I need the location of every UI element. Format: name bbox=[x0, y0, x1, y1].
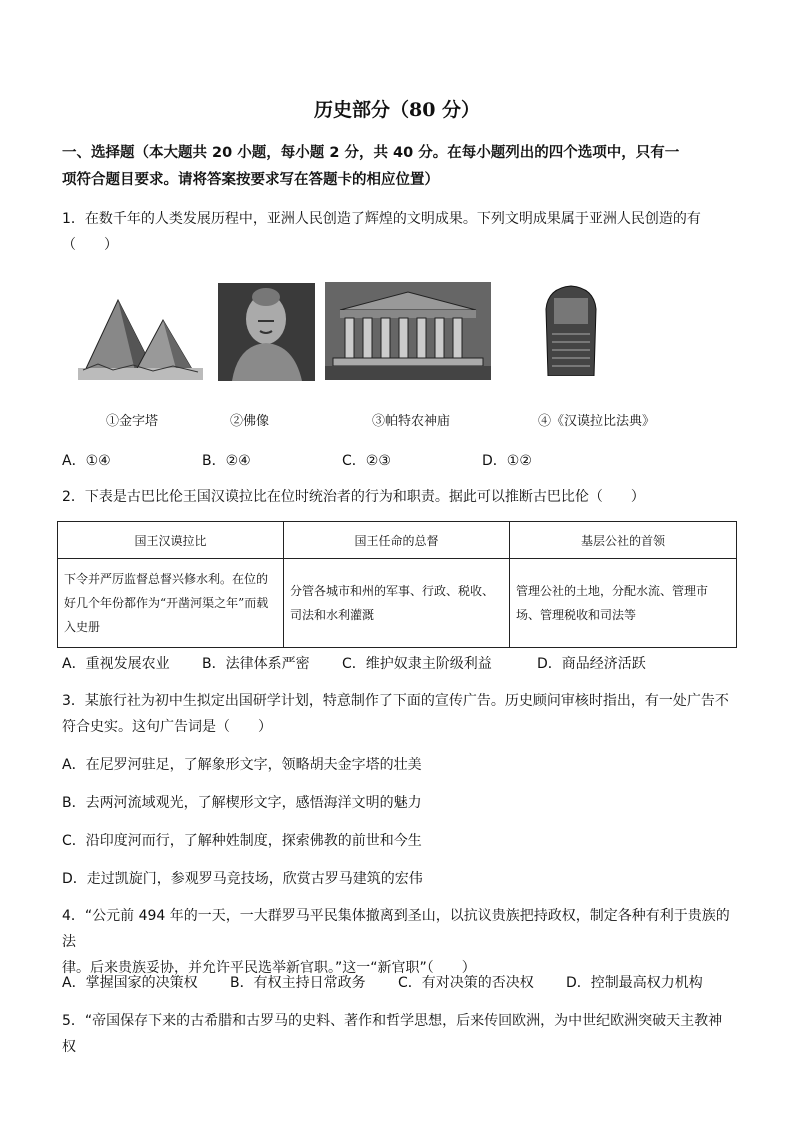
question-3-option-d[interactable]: D．走过凯旋门，参观罗马竞技场，欣赏古罗马建筑的宏伟 bbox=[62, 871, 423, 887]
caption-pyramid: ①金字塔 bbox=[106, 414, 159, 429]
question-2-stem: 2．下表是古巴比伦王国汉谟拉比在位时统治者的行为和职责。据此可以推断古巴比伦（ ） bbox=[62, 489, 645, 505]
section-heading-line-1: 一、选择题（本大题共 20 小题，每小题 2 分，共 40 分。在每小题列出的四个选项中，只有一 bbox=[62, 145, 680, 161]
option-d[interactable]: D．①② bbox=[482, 453, 532, 469]
caption-hammurabi-code: ④《汉谟拉比法典》 bbox=[538, 414, 656, 429]
question-4-stem bbox=[62, 903, 734, 981]
question-3-option-c[interactable]: C．沿印度河而行，了解种姓制度，探索佛教的前世和今生 bbox=[62, 833, 422, 849]
question-2-options bbox=[62, 653, 646, 673]
question-4-stem-line-1: 4．“公元前 494 年的一天，一大群罗马平民集体撤离到圣山，以抗议贵族把持政权，制定各种有利于贵族的法 bbox=[62, 908, 730, 950]
option-c[interactable]: C．维护奴隶主阶级利益 bbox=[342, 656, 492, 672]
babylon-officials-table bbox=[57, 521, 737, 648]
option-d[interactable]: D．控制最高权力机构 bbox=[566, 975, 703, 991]
table-row bbox=[58, 559, 737, 648]
question-1-stem-line-2: （ ） bbox=[62, 237, 118, 253]
table-cell: 下令并严厉监督总督兴修水利。在位的好几个年份都作为“开凿河渠之年”而载入史册 bbox=[58, 559, 284, 648]
table-cell: 管理公社的土地，分配水流、管理市场、管理税收和司法等 bbox=[510, 559, 737, 648]
table-cell: 分管各城市和州的军事、行政、税收、司法和水利灌溉 bbox=[284, 559, 510, 648]
question-4-options bbox=[62, 972, 703, 992]
table-header-cell: 基层公社的首领 bbox=[510, 522, 737, 559]
table-header-cell: 国王任命的总督 bbox=[284, 522, 510, 559]
table-header-cell: 国王汉谟拉比 bbox=[58, 522, 284, 559]
table-header-row bbox=[58, 522, 737, 559]
option-d[interactable]: D．商品经济活跃 bbox=[537, 656, 646, 672]
parthenon-image bbox=[325, 282, 491, 380]
question-3-stem-line-2: 符合史实。这句广告词是（ ） bbox=[62, 719, 272, 735]
option-a[interactable]: A．重视发展农业 bbox=[62, 656, 170, 672]
option-c[interactable]: C．有对决策的否决权 bbox=[398, 975, 534, 991]
question-3-stem-line-1: 3．某旅行社为初中生拟定出国研学计划，特意制作了下面的宣传广告。历史顾问审核时指出，有一处广告不 bbox=[62, 693, 729, 709]
hammurabi-stele-image bbox=[540, 284, 602, 376]
option-c[interactable]: C．②③ bbox=[342, 453, 391, 469]
question-5-stem: 5．“帝国保存下来的古希腊和古罗马的史料、著作和哲学思想，后来传回欧洲，为中世纪欧洲突破天主教神权 bbox=[62, 1013, 723, 1055]
option-b[interactable]: B．有权主持日常政务 bbox=[230, 975, 366, 991]
pyramid-image bbox=[78, 290, 203, 382]
option-a[interactable]: A．①④ bbox=[62, 453, 111, 469]
caption-buddha: ②佛像 bbox=[230, 414, 270, 429]
option-b[interactable]: B．②④ bbox=[202, 453, 251, 469]
section-heading-line-2: 项符合题目要求。请将答案按要求写在答题卡的相应位置） bbox=[62, 172, 439, 188]
question-3-stem bbox=[62, 688, 734, 740]
question-1-stem-line-1: 1．在数千年的人类发展历程中，亚洲人民创造了辉煌的文明成果。下列文明成果属于亚洲人民创造的有 bbox=[62, 211, 701, 227]
question-1-options bbox=[62, 450, 532, 470]
question-4-stem-line-2: 律。后来贵族妥协，并允许平民选举新官职。”这一“新官职”（ ） bbox=[62, 960, 476, 976]
caption-parthenon: ③帕特农神庙 bbox=[372, 414, 451, 429]
question-1-stem bbox=[62, 206, 734, 258]
buddha-image bbox=[218, 283, 315, 381]
option-b[interactable]: B．法律体系严密 bbox=[202, 656, 310, 672]
option-a[interactable]: A．掌握国家的决策权 bbox=[62, 975, 198, 991]
question-3-option-a[interactable]: A．在尼罗河驻足，了解象形文字，领略胡夫金字塔的壮美 bbox=[62, 757, 422, 773]
section-heading bbox=[62, 140, 734, 194]
page-title: 历史部分（80 分） bbox=[313, 99, 481, 121]
question-3-option-b[interactable]: B．去两河流域观光，了解楔形文字，感悟海洋文明的魅力 bbox=[62, 795, 422, 811]
